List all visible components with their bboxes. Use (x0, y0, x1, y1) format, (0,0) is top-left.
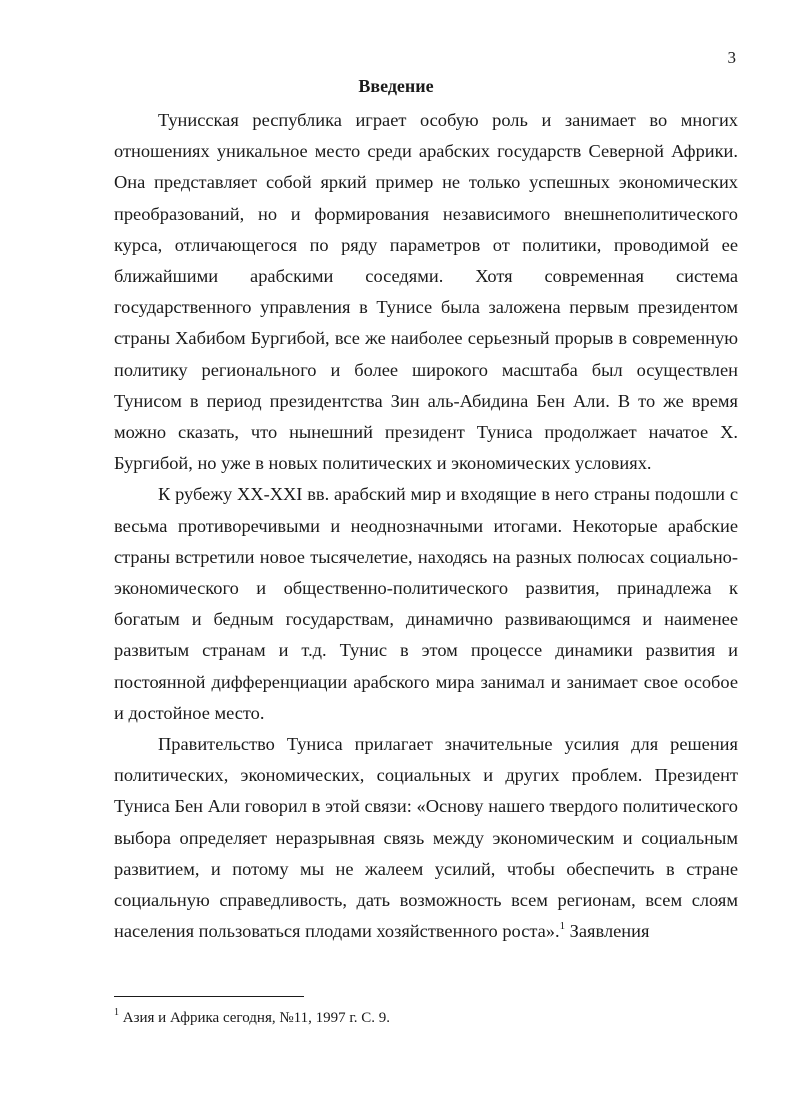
footnote-divider (114, 996, 304, 997)
footnote-text: Азия и Африка сегодня, №11, 1997 г. С. 9. (119, 1010, 391, 1026)
paragraph-1: Тунисская республика играет особую роль и занимает во многих отношениях уникальное место среди арабских государств Северной Африки. Она представляет собой яркий пример не только успешных экономических преобразований, но и формирования независимого внешнеполитического курса, отличающегося по ряду параметров от политики, проводимой ее ближайшими арабскими соседями. Хотя современная система государственного управления в Тунисе была заложена первым президентом страны Хабибом Бургибой, все же наиболее серьезный прорыв в современную политику регионального и более широкого масштаба был осуществлен Тунисом в период президентства Зин аль-Абидина Бен Али. В то же время можно сказать, что нынешний президент Туниса продолжает начатое Х. Бургибой, но уже в новых политических и экономических условиях. (114, 110, 738, 474)
paragraph-3 (114, 729, 738, 947)
paragraph-3-text: Правительство Туниса прилагает значительные усилия для решения политических, экономических, социальных и других проблем. Президент Туниса Бен Али говорил в этой связи: «Основу нашего твердого политического выбора определяет неразрывная связь между экономическим и социальным развитием, и потому мы не жалеем усилий, чтобы обеспечить в стране социальную справедливость, дать возможность всем регионам, всем слоям населения пользоваться плодами хозяйственного роста». (114, 734, 738, 942)
footnote-marker: 1 (114, 1007, 119, 1018)
footnote (114, 1008, 390, 1027)
footnote-reference[interactable]: 1 (559, 920, 566, 933)
page-number: 3 (727, 48, 736, 67)
section-heading: Введение (358, 76, 434, 96)
paragraph-3-tail: Заявления (565, 921, 650, 942)
paragraph-2: К рубежу XX-XXI вв. арабский мир и входящие в него страны подошли с весьма противоречивыми и неоднозначными итогами. Некоторые арабские страны встретили новое тысячелетие, находясь на разных полюсах социально-экономического и общественно-политического развития, принадлежа к богатым и бедным государствам, динамично развивающимся и наименее развитым странам и т.д. Тунис в этом процессе динамики развития и постоянной дифференциации арабского мира занимал и занимает свое особое и достойное место. (114, 484, 738, 723)
body-text (114, 105, 738, 947)
